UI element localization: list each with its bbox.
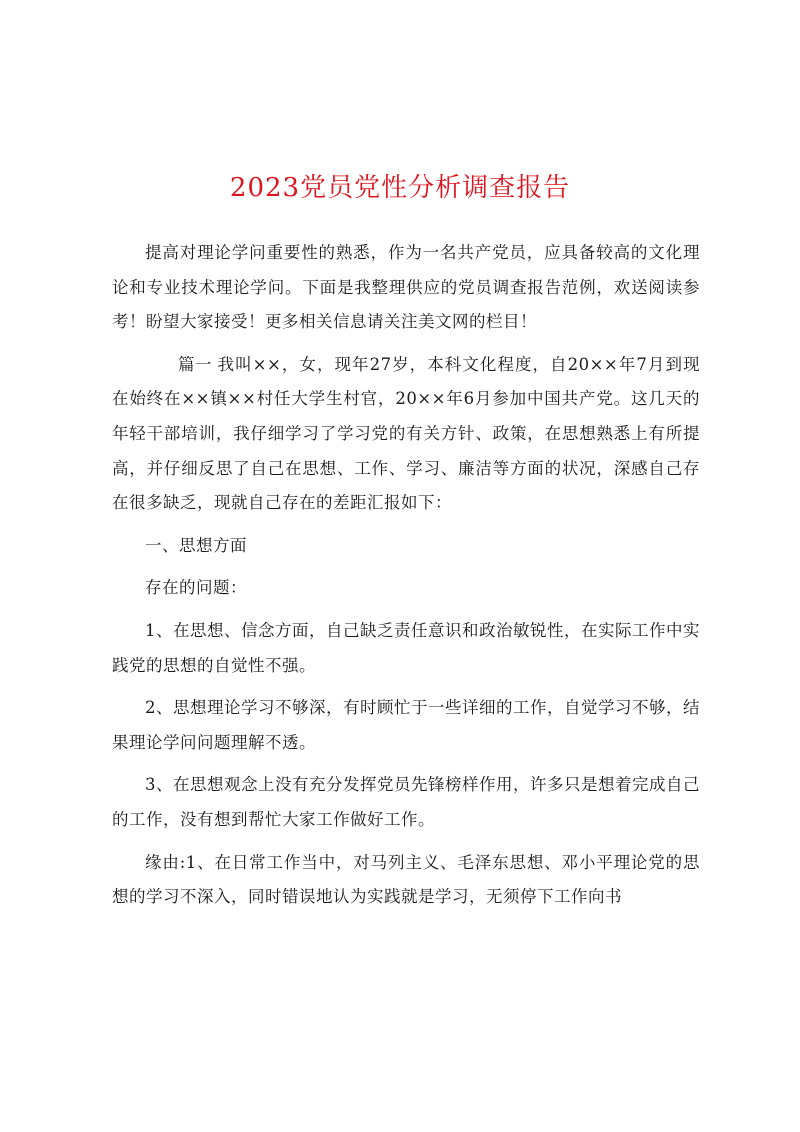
document-body (112, 236, 700, 923)
list-item-3: 3、在思想观念上没有充分发挥党员先锋榜样作用，许多只是想着完成自己的工作，没有想到帮忙大家工作做好工作。 (112, 775, 700, 829)
heading-thought: 一、思想方面 (145, 535, 247, 555)
document-title: 2023党员党性分析调查报告 (229, 173, 571, 203)
problems-label: 存在的问题： (145, 578, 247, 598)
list-item-2: 2、思想理论学习不够深，有时顾忙于一些详细的工作，自觉学习不够，结果理论学问问题理解不透。 (112, 698, 700, 752)
section-text: 我叫××，女，现年27岁，本科文化程度，自20××年7月到现在始终在××镇××村任大学生村官，20××年6月参加中国共产党。这几天的年轻干部培训，我仔细学习了学习党的有关方针、政策，在思想熟悉上有所提高，并仔细反思了自己在思想、工作、学习、廉洁等方面的状况，深感自己存在很多缺乏，现就自己存在的差距汇报如下： (112, 354, 700, 513)
intro-paragraph: 提高对理论学问重要性的熟悉，作为一名共产党员，应具备较高的文化理论和专业技术理论学问。下面是我整理供应的党员调查报告范例，欢送阅读参考！盼望大家接受！更多相关信息请关注美文网的栏目！ (112, 243, 700, 332)
section-paragraph (112, 348, 700, 521)
reason-paragraph: 缘由:1、在日常工作当中，对马列主义、毛泽东思想、邓小平理论党的思想的学习不深入，同时错误地认为实践就是学习，无须停下工作向书 (112, 852, 700, 907)
list-item-1: 1、在思想、信念方面，自己缺乏责任意识和政治敏锐性，在实际工作中实践党的思想的自觉性不强。 (112, 620, 700, 675)
section-label: 篇一 (178, 354, 212, 374)
